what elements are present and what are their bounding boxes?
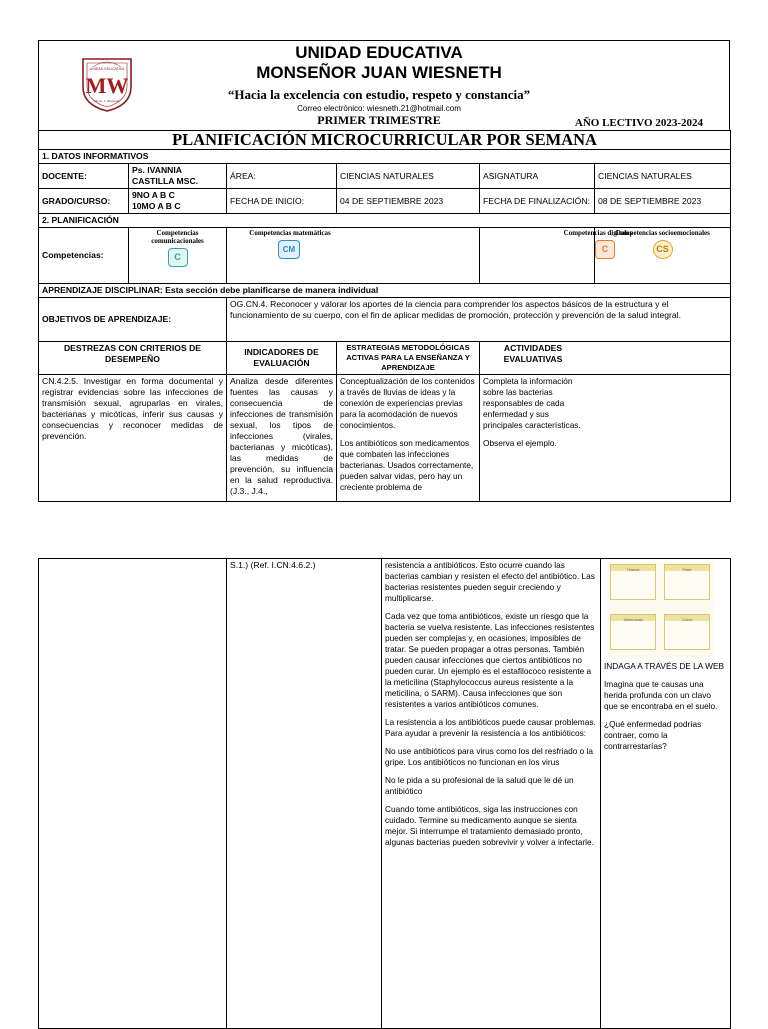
- indicador-cell-continued: S.1.) (Ref. I.CN.4.6.2.): [227, 559, 382, 1029]
- estrategia-cell: [337, 375, 480, 502]
- actividad-paragraph: ¿Qué enfermedad podrías contraer, como la contrarrestarías?: [604, 719, 702, 751]
- competencia-socioemocional: [595, 228, 731, 284]
- asignatura-label: ASIGNATURA: [480, 164, 595, 189]
- term-label: PRIMER TRIMESTRE: [317, 113, 441, 127]
- destreza-cell-continued: [39, 559, 227, 1029]
- actividad-paragraph: Observa el ejemplo.: [483, 438, 557, 448]
- document-title: PLANIFICACIÓN MICROCURRICULAR POR SEMANA: [39, 131, 731, 150]
- planning-table: [38, 130, 731, 502]
- school-logo: [79, 53, 135, 113]
- institution-name-line1: UNIDAD EDUCATIVA: [295, 43, 463, 62]
- estrategia-paragraph: Conceptualización de los contenidos a través de lluvias de ideas y la conexión de experiencias previas para la acomodación de nuevos conocimientos.: [340, 376, 475, 430]
- docente-value: Ps. IVANNIA CASTILLA MSC.: [129, 164, 227, 189]
- institution-email: Correo electrónico: wiesneth.21@hotmail.com: [297, 104, 461, 113]
- inicio-label: FECHA DE INICIO:: [227, 189, 337, 214]
- grado-label: GRADO/CURSO:: [39, 189, 129, 214]
- competencia-digital: [480, 228, 633, 284]
- worksheet-box: [664, 614, 710, 650]
- document-header: [38, 40, 730, 130]
- matematica-icon: CM: [278, 240, 300, 259]
- logo-bottom-text: Mons. J. Wiesneth: [94, 99, 120, 103]
- comunicacional-icon: C: [168, 248, 188, 267]
- logo-top-text: UNIDAD EDUCATIVA: [89, 67, 125, 71]
- header-estrategias: ESTRATEGIAS METODOLÓGICAS ACTIVAS PARA LA ENSEÑANZA Y APRENDIZAJE: [337, 342, 480, 375]
- actividad-cell-continued: [601, 559, 731, 1029]
- estrategia-paragraph: La resistencia a los antibióticos puede causar problemas. Para ayudar a prevenir la resistencia a los antibióticos:: [385, 717, 596, 738]
- competencias-label: Competencias:: [39, 228, 129, 284]
- estrategia-paragraph: Cuando tome antibióticos, siga las instrucciones con cuidado. Termine su medicamento aunque se sienta mejor. Si interrumpe el tratamiento demasiado pronto, algunas bacterias pueden sobrevivir y volver a infectarle.: [385, 804, 594, 847]
- page-2: [38, 558, 730, 1028]
- digital-icon: C: [595, 240, 615, 259]
- worksheet-box-title: Cólera: [665, 615, 709, 621]
- header-actividades: [480, 342, 731, 375]
- indicador-cell: Analiza desde diferentes fuentes las causas y consecuencia de infecciones de transmisión sexual, los tipos de infecciones (virales, bacterianas y micóticas), las medidas de prevención, su influencia en la salud reproductiva. (J.3., J.4.,: [227, 375, 337, 502]
- estrategia-paragraph: No use antibióticos para virus como los del resfriado o la gripe. Los antibióticos no funcionan en los virus: [385, 746, 593, 767]
- worksheet-box: [610, 614, 656, 650]
- actividad-paragraph: Imagina que te causas una herida profunda con un clavo que se encontraba en el suelo.: [604, 679, 718, 711]
- worksheet-box: [664, 564, 710, 600]
- estrategia-paragraph: Cada vez que toma antibióticos, existe un riesgo que la bacteria se vuelva resistente. Las infecciones resistentes pueden ser complejas y, en ocasiones, imposibles de tratar. Se pueden propagar a otras personas. También pueden causar infecciones que ciertos antibióticos no pueden curar. Un ejemplo es el estafilococo resistente a la meticilina (Staphylococcus aureus resistente a la meticilina, o SARM). Causa infecciones que son resistentes a varios antibióticos comunes.: [385, 611, 595, 709]
- competencia-socioemocional-name: Competencias socioemocionales: [615, 229, 710, 237]
- section-1-title: 1. DATOS INFORMATIVOS: [39, 150, 731, 164]
- section-2-title: 2. PLANIFICACIÓN: [39, 214, 731, 228]
- logo-letters: MW: [85, 73, 129, 98]
- estrategia-paragraph: resistencia a antibióticos. Esto ocurre cuando las bacterias cambian y resisten el efecto del antibiótico. Las bacterias resistentes pueden seguir creciendo y multiplicarse.: [385, 560, 595, 603]
- estrategia-paragraph: No le pida a su profesional de la salud que le dé un antibiótico: [385, 775, 574, 796]
- planning-table-continued: [38, 558, 731, 1029]
- institution-name-line2: MONSEÑOR JUAN WIESNETH: [256, 63, 502, 82]
- actividad-cell: [480, 375, 731, 502]
- aprendizaje-disciplinar: APRENDIZAJE DISCIPLINAR: Esta sección debe planificarse de manera individual: [39, 284, 731, 298]
- page-1: [38, 40, 730, 512]
- competencia-comunicacional: [129, 228, 227, 284]
- estrategia-paragraph: Los antibióticos son medicamentos que combaten las infecciones bacterianas. Usados correctamente, pueden salvar vidas, pero hay un creciente problema de: [340, 438, 474, 492]
- fin-value: 08 DE SEPTIEMBRE 2023: [595, 189, 731, 214]
- inicio-value: 04 DE SEPTIEMBRE 2023: [337, 189, 480, 214]
- school-year: AÑO LECTIVO 2023-2024: [574, 117, 703, 129]
- worksheet-image: [608, 562, 714, 658]
- socioemocional-icon: CS: [653, 240, 673, 259]
- header-destrezas: DESTREZAS CON CRITERIOS DE DESEMPEÑO: [39, 342, 227, 375]
- actividad-paragraph: INDAGA A TRAVÉS DE LA WEB: [604, 661, 725, 671]
- header-indicadores: INDICADORES DE EVALUACIÓN: [227, 342, 337, 375]
- competencia-matematica-name: Competencias matemáticas: [249, 229, 331, 237]
- competencia-digital-name: Competencias digitales: [563, 229, 633, 237]
- fin-label: FECHA DE FINALIZACIÓN:: [480, 189, 595, 214]
- header-actividades-label: ACTIVIDADES EVALUATIVAS: [503, 343, 563, 364]
- estrategia-cell-continued: [382, 559, 601, 1029]
- grado-value-1: 9NO A B C: [132, 190, 175, 200]
- worksheet-box-title: Peste: [665, 565, 709, 571]
- asignatura-value: CIENCIAS NATURALES: [595, 164, 731, 189]
- grado-value: [129, 189, 227, 214]
- destreza-cell: CN.4.2.5. Investigar en forma documental y registrar evidencias sobre las infecciones de transmisión sexual, agruparlas en virales, bacterianas y micóticas, inferir sus causas y consecuencias y reconocer medidas de prevención.: [39, 375, 227, 502]
- worksheet-box: [610, 564, 656, 600]
- area-value: CIENCIAS NATURALES: [337, 164, 480, 189]
- worksheet-box-title: Tétanos: [611, 565, 655, 571]
- objetivos-label: OBJETIVOS DE APRENDIZAJE:: [39, 298, 227, 342]
- worksheet-box-title: Tuberculosis: [611, 615, 655, 621]
- institution-motto: “Hacia la excelencia con estudio, respeto y constancia”: [227, 87, 531, 102]
- objetivos-value: OG.CN.4. Reconocer y valorar los aportes de la ciencia para comprender los aspectos básicos de la estructura y el funcionamiento de su cuerpo, con el fin de aplicar medidas de promoción, protección y prevención de la salud integral.: [227, 298, 731, 342]
- actividad-paragraph: Completa la información sobre las bacterias responsables de cada enfermedad y sus principales características.: [483, 376, 581, 430]
- competencia-matematica: [227, 228, 480, 284]
- grado-value-2: 10MO A B C: [132, 201, 181, 211]
- area-label: ÁREA:: [227, 164, 337, 189]
- competencia-comunicacional-name: Competencias comunicacionales: [151, 229, 204, 245]
- docente-label: DOCENTE:: [39, 164, 129, 189]
